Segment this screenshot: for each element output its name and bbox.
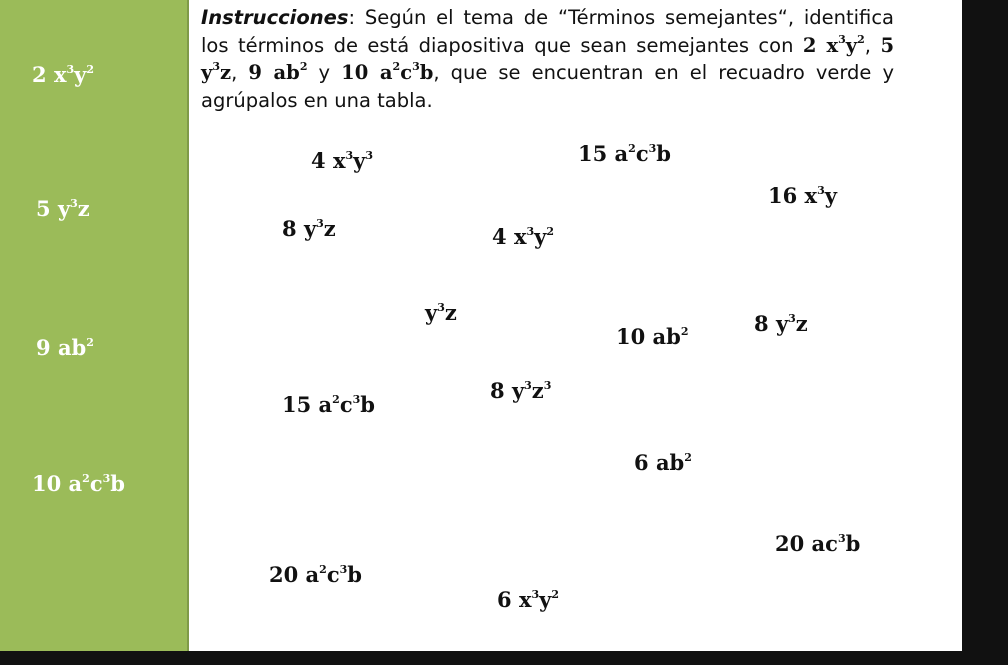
term-exponent: 3 <box>524 379 532 392</box>
term-variable: y <box>511 378 525 403</box>
term-exponent: 3 <box>437 301 445 314</box>
term-exponent: 2 <box>551 588 559 601</box>
term-exponent: 2 <box>392 60 401 73</box>
term-exponent: 3 <box>339 563 348 576</box>
term-coefficient: 2 <box>32 62 54 87</box>
term-variable: y <box>57 196 71 221</box>
term-variable: c <box>400 61 413 84</box>
term-variable: c <box>326 562 340 587</box>
term-exponent: 3 <box>648 142 657 155</box>
term-variable: ab <box>57 335 87 360</box>
term-coefficient: 10 <box>341 61 380 84</box>
term-variable: a <box>614 141 629 166</box>
instructions-part-2: , que se encuentran en el recuadro verde y agrúpalos en una tabla. <box>201 61 895 112</box>
term-coefficient: 10 <box>32 471 69 496</box>
target-term <box>341 61 433 84</box>
sidebar-divider <box>187 0 189 651</box>
term-variable: y <box>353 148 366 173</box>
term-variable: y <box>824 183 837 208</box>
term-variable: a <box>68 471 83 496</box>
sidebar-term <box>32 64 94 85</box>
term-variable: a <box>318 392 333 417</box>
term-coefficient: 9 <box>248 61 274 84</box>
term-exponent: 3 <box>316 217 324 230</box>
term-exponent: 3 <box>365 149 373 162</box>
separator: , <box>864 33 881 57</box>
term-exponent: 3 <box>543 379 552 392</box>
term-exponent: 2 <box>857 32 865 46</box>
term-variable: y <box>775 311 789 336</box>
green-sidebar <box>0 0 187 651</box>
term-variable: ab <box>273 61 300 84</box>
term-variable: z <box>531 378 544 403</box>
term-exponent: 3 <box>531 588 540 601</box>
term-variable: y <box>539 587 552 612</box>
term-coefficient: 16 <box>768 183 805 208</box>
term-coefficient: 20 <box>269 562 306 587</box>
term-variable: y <box>845 33 858 57</box>
term-variable: x <box>826 33 839 57</box>
term-exponent: 2 <box>86 336 94 349</box>
term-exponent: 2 <box>319 563 327 576</box>
term-variable: b <box>347 562 362 587</box>
term-exponent: 3 <box>66 63 75 76</box>
term-coefficient: 5 <box>880 33 895 57</box>
term <box>616 326 689 347</box>
term-coefficient: 15 <box>282 392 319 417</box>
term <box>754 313 808 334</box>
term-exponent: 2 <box>82 472 90 485</box>
term <box>269 564 362 585</box>
term-exponent: 2 <box>684 451 692 464</box>
term-exponent: 2 <box>86 63 94 76</box>
term-variable: b <box>110 471 125 496</box>
term-variable: ab <box>655 450 685 475</box>
term <box>425 302 457 323</box>
sidebar-term <box>36 198 90 219</box>
term-variable: z <box>795 311 808 336</box>
term-coefficient: 8 <box>754 311 776 336</box>
term-variable: c <box>89 471 103 496</box>
term-variable: a <box>305 562 320 587</box>
term-coefficient: 10 <box>616 324 653 349</box>
term-coefficient: 8 <box>490 378 512 403</box>
term-exponent: 3 <box>837 532 846 545</box>
term-variable: x <box>804 183 818 208</box>
term-coefficient: 15 <box>578 141 615 166</box>
term-exponent: 3 <box>352 393 361 406</box>
term-exponent: 3 <box>788 312 796 325</box>
term <box>282 218 336 239</box>
term <box>311 150 373 171</box>
term-exponent: 3 <box>817 184 825 197</box>
term-variable: ab <box>652 324 681 349</box>
term-coefficient: 5 <box>36 196 58 221</box>
term-coefficient: 9 <box>36 335 58 360</box>
term-variable: b <box>845 531 861 556</box>
term-variable: z <box>77 196 90 221</box>
instructions-part-1: : Según el tema de “Términos semejantes“, identifica los términos de está diapositiva que sean semejantes con <box>201 6 894 57</box>
term-variable: y <box>534 224 547 249</box>
term-variable: z <box>444 300 457 325</box>
term-variable: y <box>201 61 213 84</box>
separator: , <box>231 61 249 84</box>
term <box>768 185 837 206</box>
term-coefficient: 4 <box>492 224 514 249</box>
term-variable: c <box>635 141 649 166</box>
term-variable: b <box>360 392 375 417</box>
term <box>578 143 671 164</box>
term-variable: x <box>518 587 532 612</box>
term-exponent: 3 <box>70 197 78 210</box>
term-coefficient: 20 <box>775 531 812 556</box>
term-exponent: 2 <box>628 142 636 155</box>
term <box>490 380 551 401</box>
sidebar-term <box>36 337 94 358</box>
term-variable: x <box>332 148 346 173</box>
term-variable: c <box>339 392 353 417</box>
term-variable: x <box>513 224 527 249</box>
term-exponent: 3 <box>526 225 535 238</box>
term-exponent: 3 <box>102 472 111 485</box>
term-variable: x <box>53 62 67 87</box>
term-variable: y <box>74 62 87 87</box>
term <box>775 533 860 554</box>
term <box>282 394 375 415</box>
target-term <box>803 34 865 57</box>
term-variable: y <box>425 300 438 325</box>
term <box>634 452 692 473</box>
term-variable: b <box>656 141 671 166</box>
term-coefficient: 6 <box>634 450 656 475</box>
term-coefficient: 6 <box>497 587 519 612</box>
term <box>497 589 559 610</box>
term-variable: y <box>303 216 317 241</box>
term-variable: ac <box>811 531 838 556</box>
term-variable: b <box>419 61 434 84</box>
term-exponent: 2 <box>299 60 308 73</box>
term-coefficient: 4 <box>311 148 333 173</box>
term-exponent: 3 <box>838 32 846 46</box>
term-exponent: 2 <box>680 325 689 338</box>
term-variable: z <box>323 216 336 241</box>
term-coefficient: 2 <box>802 33 827 57</box>
term-variable: z <box>220 61 232 84</box>
term-exponent: 3 <box>412 60 420 73</box>
instructions-text <box>201 4 894 114</box>
term-variable: a <box>379 61 393 84</box>
conjunction: y <box>307 61 342 84</box>
sidebar-term <box>32 473 125 494</box>
term-exponent: 3 <box>212 60 220 73</box>
term-exponent: 3 <box>345 149 354 162</box>
term-coefficient: 8 <box>282 216 304 241</box>
term <box>492 226 554 247</box>
target-term <box>248 61 307 84</box>
term-exponent: 2 <box>332 393 340 406</box>
term-exponent: 2 <box>546 225 554 238</box>
instructions-label: Instrucciones <box>201 6 349 29</box>
